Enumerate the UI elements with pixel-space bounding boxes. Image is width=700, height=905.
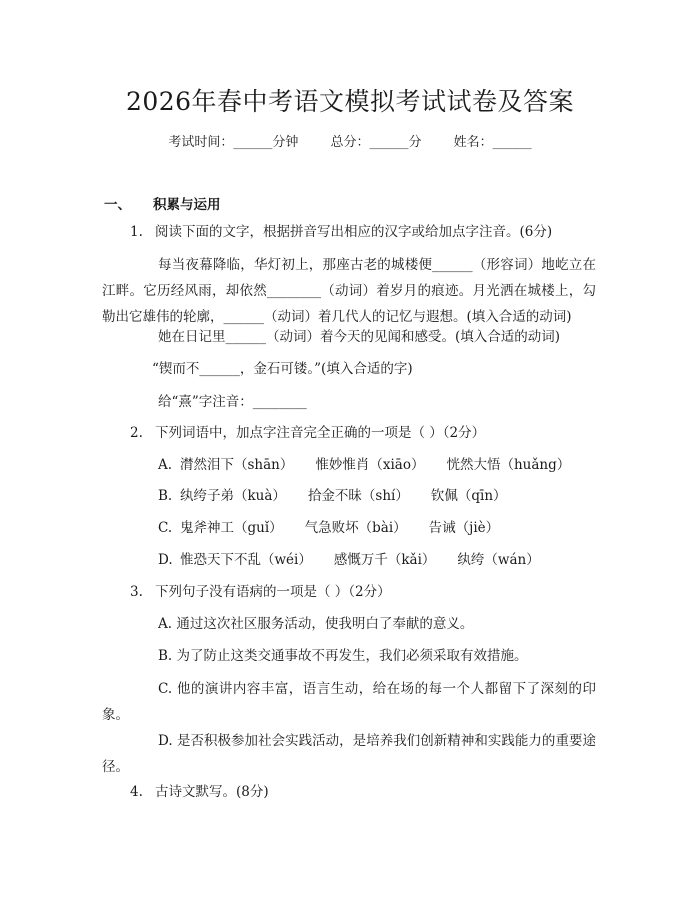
option-label: C. <box>158 520 173 536</box>
option-word: 潸然泪下（shān） <box>180 457 294 473</box>
question-number: 2. <box>130 425 143 441</box>
page-title: 2026年春中考语文模拟考试试卷及答案 <box>125 87 575 116</box>
question-2-stem <box>130 420 485 446</box>
question-3-option-a: A. 通过这次社区服务活动，使我明白了奉献的意义。 <box>158 616 474 632</box>
question-3-stem <box>130 579 391 605</box>
question-1-item-3: “锲而不______，金石可镂。”(填入合适的字) <box>152 361 413 377</box>
option-label: B. <box>158 488 173 504</box>
student-name: 姓名：______ <box>453 135 532 150</box>
question-number: 4. <box>130 784 143 800</box>
question-text: 下列句子没有语病的一项是（ ）（2分） <box>155 584 391 600</box>
question-text: 阅读下面的文字，根据拼音写出相应的汉字或给加点字注音。(6分) <box>155 224 553 240</box>
question-text: 古诗文默写。(8分) <box>155 784 269 800</box>
question-2-option-a <box>158 452 592 478</box>
question-3-option-c: C. 他的演讲内容丰富，语言生动，给在场的每一个人都留下了深刻的印象。 <box>102 681 596 723</box>
question-4-stem <box>130 779 269 805</box>
option-word: 拾金不昧（shí） <box>307 488 409 504</box>
option-word: 感慨万千（kǎi） <box>333 552 436 568</box>
question-2-option-d <box>158 547 562 573</box>
option-word: 惟妙惟肖（xiāo） <box>315 457 425 473</box>
option-word: 惟恐天下不乱（wéi） <box>180 552 312 568</box>
exam-info <box>0 131 700 150</box>
question-1-item-2: 她在日记里______（动词）着今天的见闻和感受。(填入合适的动词) <box>158 329 561 345</box>
option-word: 钦佩（qīn） <box>430 488 507 504</box>
question-3-option-d: D. 是否积极参加社会实践活动，是培养我们创新精神和实践能力的重要途径。 <box>102 733 596 775</box>
question-1-item-4: 给“熹”字注音：________ <box>158 394 307 410</box>
question-text: 下列词语中，加点字注音完全正确的一项是（ ）（2分） <box>155 425 486 441</box>
question-number: 3. <box>130 584 143 600</box>
exam-time: 考试时间：______分钟 <box>168 135 299 150</box>
option-word: 告诫（jiè） <box>428 520 500 536</box>
section-heading <box>104 193 221 213</box>
total-score: 总分：______分 <box>330 135 422 150</box>
option-word: 恍然大悟（huǎng） <box>446 457 571 473</box>
section-number: 一、 <box>104 197 131 213</box>
question-3-option-b: B. 为了防止这类交通事故不再发生，我们必须采取有效措施。 <box>158 648 528 664</box>
question-1-stem <box>130 219 552 245</box>
option-word: 纨绔子弟（kuà） <box>180 488 286 504</box>
option-word: 鬼斧神工（guǐ） <box>180 520 283 536</box>
question-2-option-b <box>158 483 529 509</box>
section-title: 积累与运用 <box>153 197 221 213</box>
question-2-option-c <box>158 515 521 541</box>
question-1-passage: 每当夜幕降临，华灯初上，那座古老的城楼便______（形容词）地屹立在江畔。它历经风雨，却依然________（动词）着岁月的痕迹。月光洒在城楼上，勾勒出它雄伟的轮廓，______（动词）着几代人的记忆与遐想。(填入合适的动词) <box>102 257 596 325</box>
option-word: 气急败坏（bài） <box>304 520 407 536</box>
option-label: D. <box>158 552 173 568</box>
option-word: 纨绔（wán） <box>457 552 540 568</box>
question-number: 1. <box>130 224 143 240</box>
option-label: A. <box>158 457 173 473</box>
